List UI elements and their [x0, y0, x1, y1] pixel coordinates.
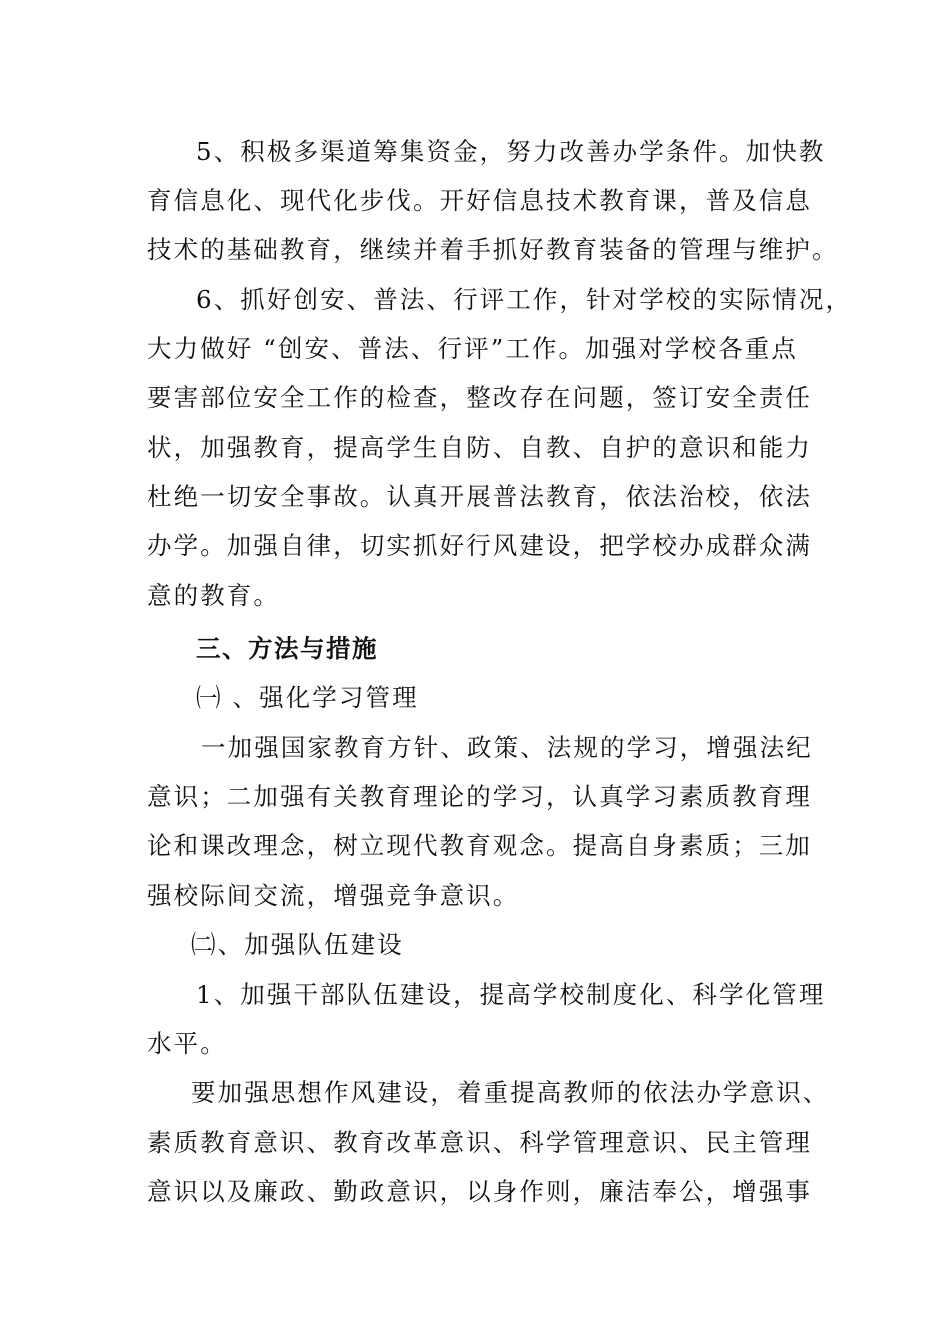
- paragraph-study-line-1: 一加强国家教育方针、政策、法规的学习，增强法纪: [201, 733, 813, 762]
- paragraph-5-line-3: 技术的基础教育，继续并着手抓好教育装备的管理与维护。: [147, 235, 839, 264]
- paragraph-6-line-3: 要害部位安全工作的检查，整改存在问题，签订安全责任: [147, 383, 812, 412]
- subsection-heading-2: ㈡、加强队伍建设: [191, 930, 404, 959]
- paragraph-5-line-1: 5、积极多渠道筹集资金，努力改善办学条件。加快教: [196, 137, 826, 166]
- paragraph-5-line-2: 育信息化、现代化步伐。开好信息技术教育课，普及信息: [147, 186, 812, 215]
- paragraph-6-line-2: 大力做好 “创安、普法、行评”工作。加强对学校各重点: [147, 334, 798, 363]
- paragraph-study-line-4: 强校际间交流，增强竞争意识。: [147, 881, 520, 910]
- paragraph-study-line-2: 意识；二加强有关教育理论的学习，认真学习素质教育理: [147, 782, 812, 811]
- paragraph-6-line-6: 办学。加强自律，切实抓好行风建设，把学校办成群众满: [147, 531, 812, 560]
- paragraph-6-line-1: 6、抓好创安、普法、行评工作，针对学校的实际情况，: [196, 285, 853, 314]
- paragraph-study-line-3: 论和课改理念，树立现代教育观念。提高自身素质；三加: [147, 831, 812, 860]
- subsection-heading-1: ㈠ 、强化学习管理: [196, 683, 419, 712]
- paragraph-style-line-2: 素质教育意识、教育改革意识、科学管理意识、民主管理: [147, 1128, 812, 1157]
- paragraph-style-line-1: 要加强思想作风建设，着重提高教师的依法办学意识、: [191, 1078, 830, 1107]
- section-heading: 三、方法与措施: [196, 634, 378, 663]
- paragraph-style-line-3: 意识以及廉政、勤政意识，以身作则，廉洁奉公，增强事: [147, 1177, 812, 1206]
- paragraph-team-line-1: 1、加强干部队伍建设，提高学校制度化、科学化管理: [196, 980, 826, 1009]
- paragraph-6-line-7: 意的教育。: [147, 581, 280, 610]
- paragraph-6-line-5: 杜绝一切安全事故。认真开展普法教育，依法治校，依法: [147, 482, 812, 511]
- paragraph-6-line-4: 状，加强教育，提高学生自防、自教、自护的意识和能力: [147, 433, 812, 462]
- paragraph-team-line-2: 水平。: [147, 1029, 227, 1058]
